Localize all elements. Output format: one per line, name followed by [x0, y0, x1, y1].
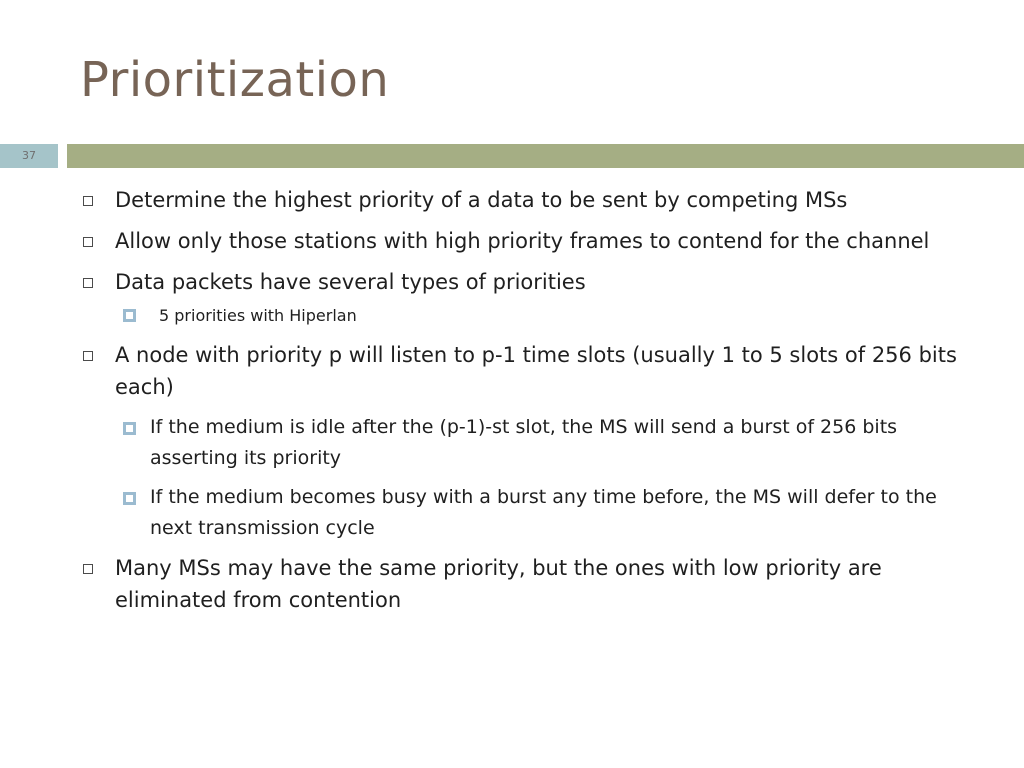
bullet-text: A node with priority p will listen to p-1 time slots (usually 1 to 5 slots of 256 bits each)	[115, 343, 957, 399]
blue-square-bullet-icon	[123, 422, 136, 435]
sub-bullet-item	[0, 482, 1024, 544]
hollow-square-bullet-icon	[83, 278, 93, 288]
sub-bullet-text: If the medium is idle after the (p-1)-st slot, the MS will send a burst of 256 bits asserting its priority	[150, 416, 898, 469]
bullet-text: Many MSs may have the same priority, but the ones with low priority are eliminated from contention	[115, 556, 882, 612]
hollow-square-bullet-icon	[83, 351, 93, 361]
hollow-square-bullet-icon	[83, 196, 93, 206]
bullet-item	[0, 266, 1024, 298]
bullet-text: Allow only those stations with high priority frames to contend for the channel	[115, 229, 930, 253]
slide-title: Prioritization	[80, 52, 390, 108]
slide-number: 37	[0, 144, 58, 168]
sub-bullet-text: If the medium becomes busy with a burst any time before, the MS will defer to the next transmission cycle	[150, 486, 937, 539]
bullet-list	[0, 184, 1024, 625]
bullet-item	[0, 225, 1024, 257]
title-rule	[67, 144, 1024, 168]
hollow-square-bullet-icon	[83, 237, 93, 247]
sub-bullet-item	[0, 412, 1024, 474]
blue-square-bullet-icon	[123, 492, 136, 505]
bullet-item	[0, 552, 1024, 616]
bullet-item	[0, 184, 1024, 216]
sub-bullet-text: 5 priorities with Hiperlan	[159, 306, 357, 325]
hollow-square-bullet-icon	[83, 564, 93, 574]
bullet-text: Determine the highest priority of a data to be sent by competing MSs	[115, 188, 848, 212]
bullet-text: Data packets have several types of priorities	[115, 270, 586, 294]
sub-bullet-item	[0, 303, 1024, 329]
blue-square-bullet-icon	[123, 309, 136, 322]
bullet-item	[0, 339, 1024, 403]
